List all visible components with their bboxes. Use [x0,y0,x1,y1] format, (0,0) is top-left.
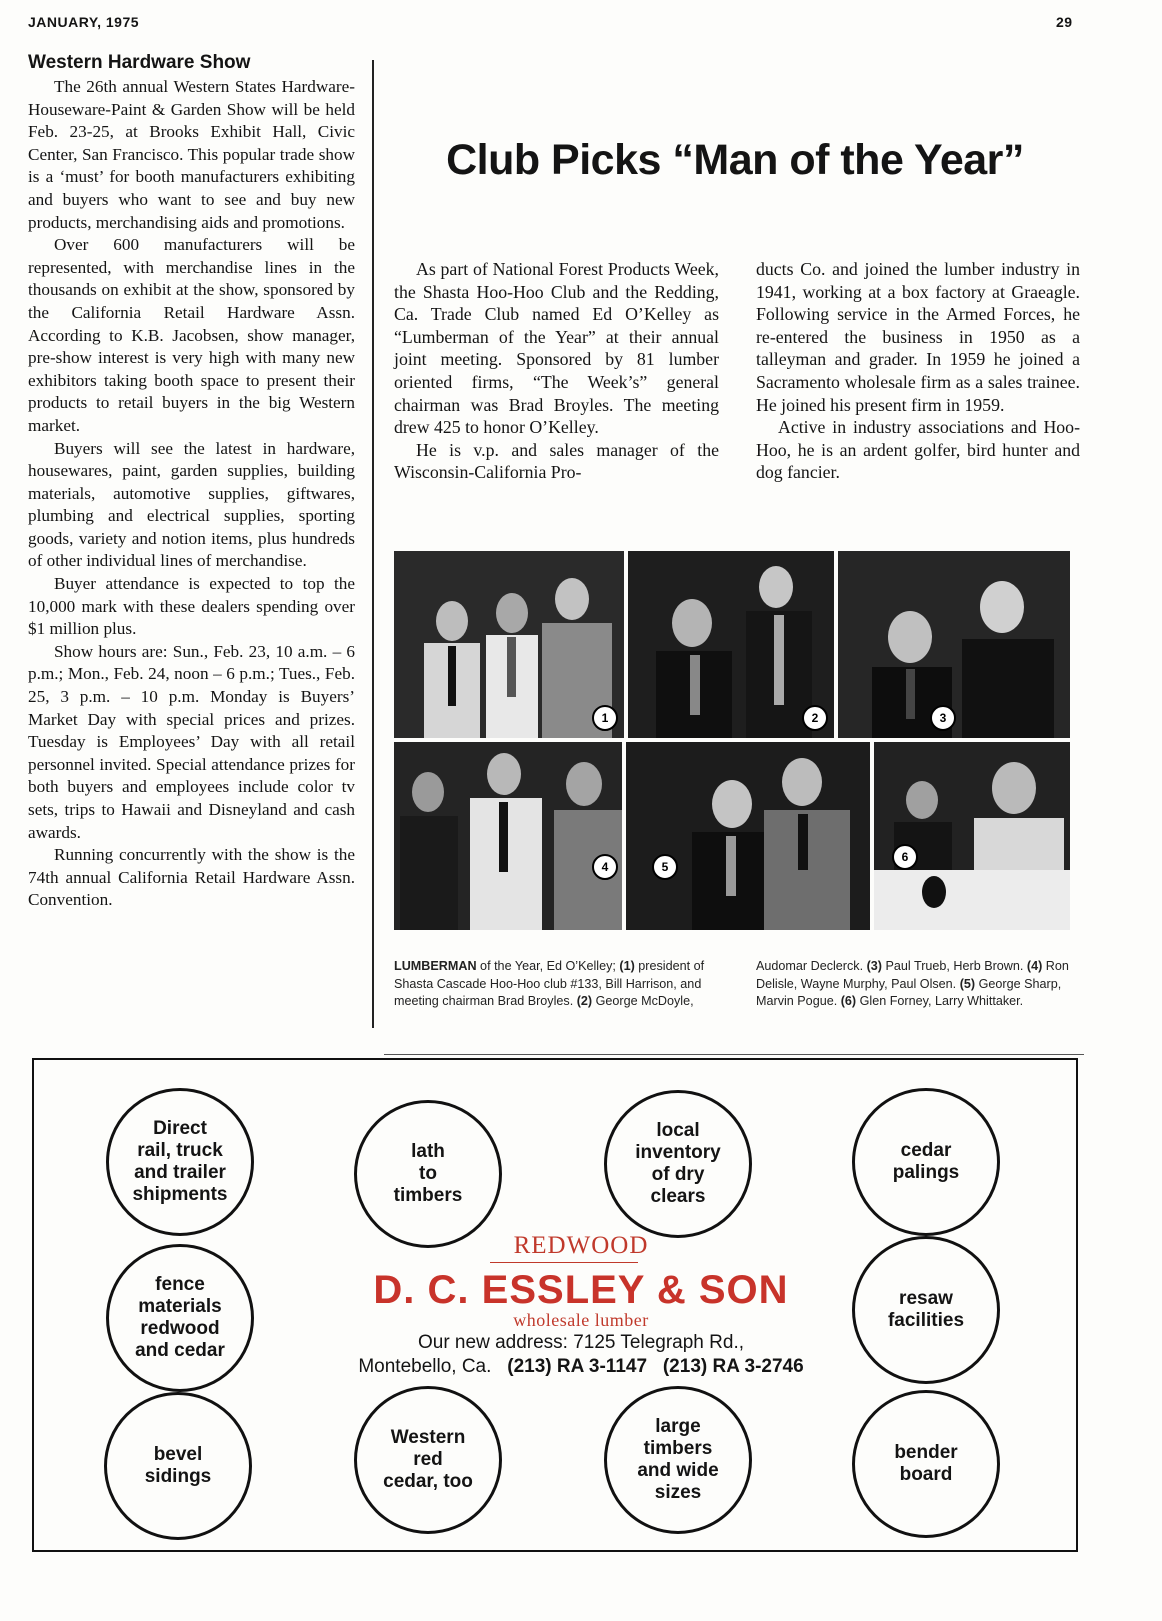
ad-brand-line: REDWOOD [513,1232,649,1259]
ad-brand-underline [490,1262,638,1263]
caption-text: George Sharp, Marvin Pogue. [756,976,1062,1009]
photo-number-badge: 3 [930,705,956,731]
ad-circle-cedar: Western red cedar, too [354,1386,502,1534]
article-paragraph: Show hours are: Sun., Feb. 23, 10 a.m. – 6 p.m.; Mon., Feb. 24, noon – 6 p.m.; Tues., Feb. 25, 3 p.m. – 10 p.m. Monday is Buyers’ Market Day with special prices and prizes. Tuesday is Employees’ Day with all retail personnel invited. Special attendance prizes for both buyers and employees include color tv sets, trips to Hawaii and Disneyland and cash awards. [28,641,355,842]
ad-circle-cedar-palings: cedar palings [852,1088,1000,1236]
article-paragraph: Buyers will see the latest in hardware, housewares, paint, garden supplies, building materials, automotive supplies, giftwares, plumbing and electrical supplies, sporting goods, variety and notion items, plus hundreds of other individual lines of merchandise. [28,438,355,571]
western-hardware-article [28,52,355,912]
photo-number-badge: 1 [592,705,618,731]
ad-circle-fence: fence materials redwood and cedar [106,1244,254,1392]
photo-2 [628,551,834,738]
photo-caption-part-1 [394,958,724,1011]
section-divider [384,1054,1084,1055]
photo-4 [394,742,622,930]
story-paragraph: Active in industry associations and Hoo-Hoo, he is an ardent golfer, bird hunter and dog fancier. [756,417,1080,483]
ad-circle-lath: lath to timbers [354,1100,502,1248]
ad-circle-resaw: resaw facilities [852,1236,1000,1384]
caption-number: (4) [1026,959,1043,973]
ad-city: Montebello, Ca. [358,1356,492,1377]
caption-text: George McDoyle, [592,994,694,1009]
photo-1-image [394,551,624,738]
photo-4-image [394,742,622,930]
photo-1 [394,551,624,738]
caption-text: of the Year, Ed O’Kelley; [476,959,620,973]
photo-number-badge: 4 [592,854,618,880]
ad-circle-bevel: bevel sidings [104,1392,252,1540]
ad-contact-line [0,1356,1162,1378]
photo-number-badge: 6 [892,844,918,870]
caption-number: (3) [866,959,882,973]
article-paragraph: The 26th annual Western States Hardware-Houseware-Paint & Garden Show will be held Feb. 23-25, at Brooks Exhibit Hall, Civic Center, San Francisco. This popular trade show is a ‘must’ for booth manufacturers exhibiting and buyers who want to see and buy new products, merchandising aids and promotions. [28,77,355,232]
caption-number: (5) [959,976,976,991]
photo-number-badge: 2 [802,705,828,731]
article-paragraph: Running concurrently with the show is the 74th annual California Retail Hardware Assn. Convention. [28,845,355,910]
photo-6 [874,742,1070,930]
issue-date: JANUARY, 1975 [28,14,140,30]
ad-address: Our new address: 7125 Telegraph Rd., [417,1332,744,1353]
caption-number: (6) [840,994,857,1009]
caption-text: Glen Forney, Larry Whittaker. [856,994,1024,1009]
caption-text: president of Shasta Cascade Hoo-Hoo club #133, Bill Harrison, and meeting chairman Brad Broyles. [394,959,705,1009]
column-divider [372,60,374,1028]
article-paragraph: Buyer attendance is expected to top the 10,000 mark with these dealers spending over $1 million plus. [28,574,355,639]
story-paragraph: As part of National Forest Products Week, the Shasta Hoo-Hoo Club and the Redding, Ca. Trade Club named Ed O’Kelley as “Lumberman of the Year” at their annual joint meeting. Sponsored by 81 lumber oriented firms, “The Week’s” general chairman was Brad Broyles. The meeting drew 425 to honor O’Kelley. [394,259,719,438]
ad-phone-2: (213) RA 3-2746 [662,1356,804,1377]
main-headline: Club Picks “Man of the Year” [446,136,1024,184]
page-number: 29 [1056,14,1073,30]
caption-lead: LUMBERMAN [394,959,477,973]
article-title: Western Hardware Show [28,52,251,73]
ad-company-name: D. C. ESSLEY & SON [373,1268,789,1312]
photo-5 [626,742,870,930]
ad-circle-timbers: large timbers and wide sizes [604,1386,752,1534]
photo-3-image [838,551,1070,738]
photo-number-badge: 5 [652,854,678,880]
caption-number: (2) [576,994,593,1009]
ad-circle-inventory: local inventory of dry clears [604,1090,752,1238]
photo-5-image [626,742,870,930]
ad-tagline: wholesale lumber [513,1310,649,1330]
story-paragraph: He is v.p. and sales manager of the Wisconsin-California Pro- [394,439,719,483]
ad-circle-bender: bender board [852,1390,1000,1538]
caption-text: Ron Delisle, Wayne Murphy, Paul Olsen. [756,959,1069,991]
caption-text: Audomar Declerck. [756,959,867,973]
story-paragraph: ducts Co. and joined the lumber industry in 1941, working at a box factory at Graeagle. Following service in the Armed Forces, he re-entered the business in 1950 as a talleyman and grader. In 1959 he joined a Sacramento wholesale firm as a sales trainee. He joined his present firm in 1959. [756,259,1080,415]
ad-circle-shipments: Direct rail, truck and trailer shipments [106,1088,254,1236]
story-column-2 [756,258,1080,484]
caption-number: (1) [619,959,635,973]
photo-6-image [874,742,1070,930]
article-paragraph: Over 600 manufacturers will be represented, with merchandise lines in the thousands on exhibit at the show, sponsored by the California Retail Hardware Assn. According to K.B. Jacobsen, show manager, pre-show interest is very high with many new exhibitors taking booth space to present their products to retail buyers in the big Western market. [28,235,355,435]
caption-text: Paul Trueb, Herb Brown. [882,959,1027,973]
photo-3 [838,551,1070,738]
photo-caption-part-2 [756,958,1082,1011]
ad-phone-1: (213) RA 3-1147 [507,1356,648,1377]
story-column-1 [394,258,719,484]
